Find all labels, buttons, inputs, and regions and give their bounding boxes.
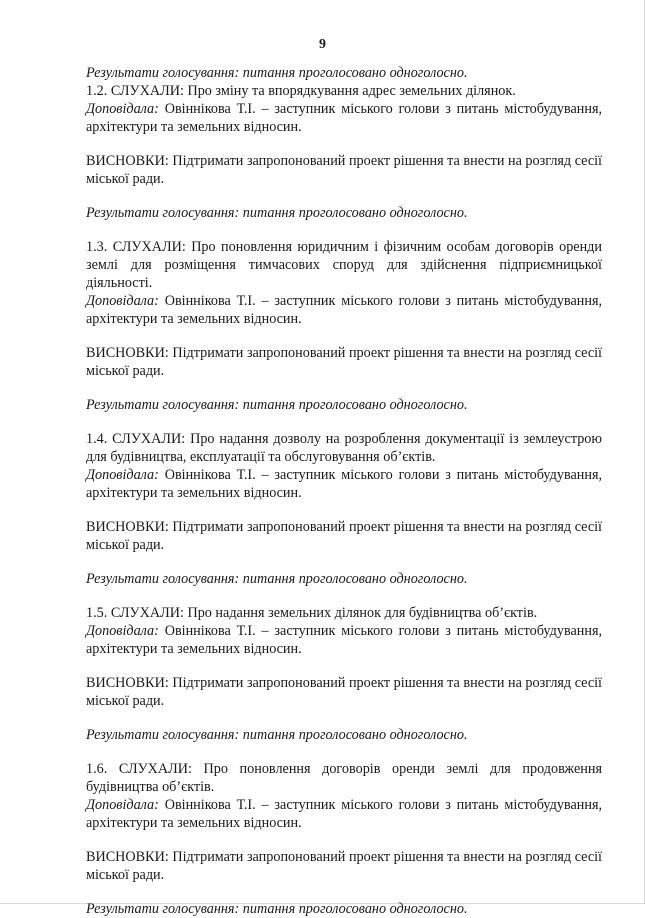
conclusion-text: ВИСНОВКИ: Підтримати запропонований проект рішення та внести на розгляд сесії міської ради. [86, 849, 602, 883]
speaker-line [86, 100, 602, 136]
conclusion-text: ВИСНОВКИ: Підтримати запропонований проект рішення та внести на розгляд сесії міської ради. [86, 153, 602, 187]
voting-result: Результати голосування: питання проголосовано одноголосно. [86, 205, 468, 221]
speaker-text: Овіннікова Т.І. – заступник міського голови з питань містобудування, архітектури та земельних відносин. [86, 623, 603, 657]
speaker-text: Овіннікова Т.І. – заступник міського голови з питань містобудування, архітектури та земельних відносин. [86, 797, 603, 831]
speaker-line [86, 796, 602, 832]
heard-text: 1.5. СЛУХАЛИ: Про надання земельних ділянок для будівництва об’єктів. [86, 605, 538, 621]
speaker-label: Доповідала: [86, 293, 159, 309]
speaker-label: Доповідала: [86, 797, 159, 813]
heard-text: 1.2. СЛУХАЛИ: Про зміну та впорядкування адрес земельних ділянок. [86, 83, 516, 99]
conclusion-text: ВИСНОВКИ: Підтримати запропонований проект рішення та внести на розгляд сесії міської ради. [86, 519, 602, 553]
conclusion-text: ВИСНОВКИ: Підтримати запропонований проект рішення та внести на розгляд сесії міської ради. [86, 345, 602, 379]
agenda-item-1-6 [86, 760, 602, 918]
agenda-item-1-3 [86, 238, 602, 414]
speaker-line [86, 622, 602, 658]
speaker-label: Доповідала: [86, 101, 159, 117]
speaker-text: Овіннікова Т.І. – заступник міського голови з питань містобудування, архітектури та земельних відносин. [86, 293, 603, 327]
heard-text: 1.4. СЛУХАЛИ: Про надання дозволу на розроблення документації із землеустрою для будівництва, експлуатації та обслуговування об’єктів. [86, 431, 602, 465]
speaker-line [86, 466, 602, 502]
speaker-label: Доповідала: [86, 623, 159, 639]
voting-result-intro: Результати голосування: питання проголосовано одноголосно. [86, 65, 468, 81]
heard-text: 1.3. СЛУХАЛИ: Про поновлення юридичним і фізичним особам договорів оренди землі для розміщення тимчасових споруд для здійснення підприємницької діяльності. [86, 239, 602, 291]
speaker-line [86, 292, 602, 328]
conclusion-text: ВИСНОВКИ: Підтримати запропонований проект рішення та внести на розгляд сесії міської ради. [86, 675, 602, 709]
speaker-text: Овіннікова Т.І. – заступник міського голови з питань містобудування, архітектури та земельних відносин. [86, 101, 603, 135]
speaker-label: Доповідала: [86, 467, 159, 483]
agenda-item-1-2 [86, 82, 602, 222]
agenda-item-1-4 [86, 430, 602, 588]
voting-result: Результати голосування: питання проголосовано одноголосно. [86, 901, 468, 917]
heard-text: 1.6. СЛУХАЛИ: Про поновлення договорів оренди землі для продовження будівництва об’єктів. [86, 761, 602, 795]
voting-result: Результати голосування: питання проголосовано одноголосно. [86, 397, 468, 413]
voting-result: Результати голосування: питання проголосовано одноголосно. [86, 727, 468, 743]
minutes-content [86, 64, 602, 918]
speaker-text: Овіннікова Т.І. – заступник міського голови з питань містобудування, архітектури та земельних відносин. [86, 467, 603, 501]
agenda-item-1-5 [86, 604, 602, 744]
page-number: 9 [319, 37, 326, 52]
voting-result: Результати голосування: питання проголосовано одноголосно. [86, 571, 468, 587]
